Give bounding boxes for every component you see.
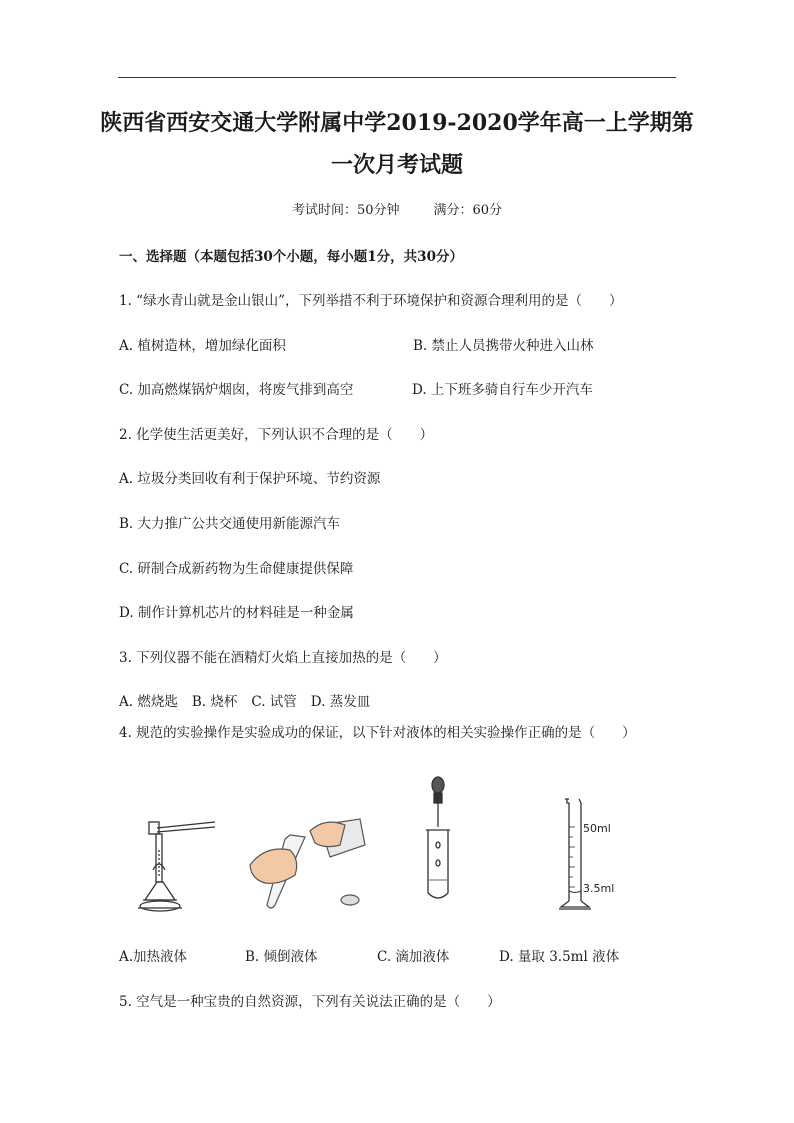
page-title-line1: 陕西省西安交通大学附属中学2019-2020学年高一上学期第 (100, 110, 694, 136)
q1-option-a: A. 植树造林，增加绿化面积 (119, 338, 286, 354)
q1-option-c: C. 加高燃煤锅炉烟囱，将废气排到高空 (119, 382, 354, 398)
pouring-liquid-figure (245, 805, 375, 915)
full-score: 满分：60分 (433, 203, 503, 218)
page-title-line2: 一次月考试题 (330, 152, 463, 178)
q2-option-a: A. 垃圾分类回收有利于保护环境、节约资源 (119, 471, 381, 487)
graduated-cylinder-figure (555, 797, 645, 915)
q4-option-a: A.加热液体 (119, 949, 188, 965)
q4-option-d: D. 量取 3.5ml 液体 (499, 949, 620, 965)
q1-option-d: D. 上下班多骑自行车少开汽车 (412, 382, 593, 398)
q2-option-c: C. 研制合成新药物为生命健康提供保障 (119, 561, 354, 577)
q5-stem: 5. 空气是一种宝贵的自然资源，下列有关说法正确的是（ ） (119, 994, 501, 1010)
header-rule (118, 77, 676, 78)
q2-option-b: B. 大力推广公共交通使用新能源汽车 (119, 516, 341, 532)
q1-option-b: B. 禁止人员携带火种进入山林 (413, 338, 594, 354)
q3-option-b: B. 烧杯 (191, 694, 238, 710)
dropping-liquid-figure (420, 775, 460, 905)
heating-liquid-figure (135, 800, 225, 915)
q4-stem: 4. 规范的实验操作是实验成功的保证，以下针对液体的相关实验操作正确的是（ ） (119, 725, 636, 741)
q3-stem: 3. 下列仪器不能在酒精灯火焰上直接加热的是（ ） (119, 650, 447, 666)
q3-options (119, 690, 384, 710)
exam-info (0, 199, 794, 218)
q3-option-a: A. 燃烧匙 (119, 694, 178, 710)
q4-option-b: B. 倾倒液体 (245, 949, 318, 965)
cylinder-label-50ml: 50ml (583, 822, 611, 835)
q2-option-d: D. 制作计算机芯片的材料硅是一种金属 (119, 605, 354, 621)
q4-option-c: C. 滴加液体 (377, 949, 450, 965)
q3-option-c: C. 试管 (251, 694, 297, 710)
q3-option-d: D. 蒸发皿 (310, 694, 371, 710)
q1-stem: 1. “绿水青山就是金山银山”，下列举措不利于环境保护和资源合理利用的是（ ） (119, 293, 623, 309)
q2-stem: 2. 化学使生活更美好，下列认识不合理的是（ ） (119, 427, 434, 443)
cylinder-label-3-5ml: 3.5ml (583, 882, 615, 895)
section-heading: 一、选择题（本题包括30个小题，每小题1分，共30分） (119, 249, 463, 265)
exam-time: 考试时间：50分钟 (291, 203, 400, 218)
